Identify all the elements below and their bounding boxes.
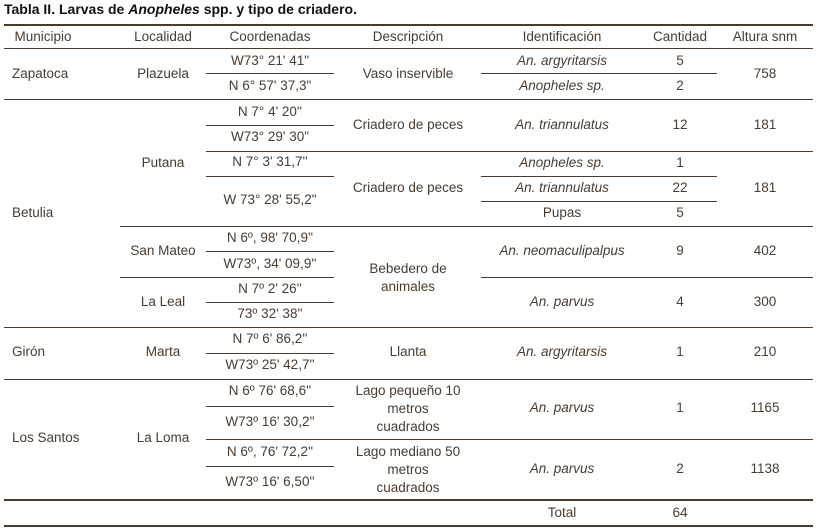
altura-cell: 1138 — [750, 461, 780, 476]
municipio-cell: Betulia — [12, 205, 54, 220]
altura-cell: 181 — [753, 180, 777, 195]
header-localidad: Localidad — [134, 29, 192, 44]
coordinate-cell: W73º 16' 30,2'' — [225, 414, 315, 429]
header-altura: Altura snm — [732, 29, 798, 44]
coordinate-cell: W73° 21' 41" — [230, 53, 310, 68]
municipio-cell: Los Santos — [12, 430, 80, 445]
identificacion-cell: An. parvus — [529, 294, 595, 309]
descripcion-cell: Bebedero de animales — [369, 261, 447, 294]
coordinate-cell: N 7° 3' 31,7'' — [232, 154, 308, 169]
altura-cell: 758 — [753, 66, 777, 81]
rule — [206, 466, 334, 467]
total-label: Total — [547, 505, 577, 520]
rule — [481, 277, 813, 278]
rule — [206, 251, 334, 252]
localidad-cell: La Leal — [140, 294, 186, 309]
identificacion-cell: An. neomaculipalpus — [499, 243, 625, 258]
altura-cell: 210 — [753, 344, 777, 359]
rule — [481, 73, 717, 74]
coordinate-cell: W73º, 34' 09,9'' — [223, 256, 317, 271]
cantidad-cell: 5 — [676, 205, 684, 220]
descripcion-cell: Lago mediano 50 metros cuadrados — [355, 444, 461, 495]
coordinate-cell: W73° 29' 30" — [230, 129, 310, 144]
total-value: 64 — [672, 505, 688, 520]
header-coordenadas: Coordenadas — [229, 29, 311, 44]
cantidad-cell: 2 — [676, 78, 684, 93]
coordinate-cell: W73º 25' 42,7'' — [225, 357, 315, 372]
descripcion-cell: Vaso inservible — [362, 66, 454, 81]
altura-cell: 402 — [753, 243, 777, 258]
coordinate-cell: N 7º 6' 86,2'' — [232, 331, 308, 346]
rule — [206, 73, 334, 74]
identificacion-cell: An. triannulatus — [515, 180, 609, 195]
altura-cell: 1165 — [750, 400, 780, 415]
coordinate-cell: 73º 32' 38'' — [237, 306, 303, 321]
identificacion-cell: Anopheles sp. — [519, 155, 605, 170]
coordinate-cell: N 7º 2' 26'' — [238, 281, 302, 296]
altura-cell: 181 — [753, 117, 777, 132]
cantidad-cell: 5 — [676, 53, 684, 68]
localidad-cell: Marta — [145, 344, 181, 359]
municipio-cell: Girón — [12, 344, 46, 359]
rule — [4, 499, 813, 501]
rule-bottom — [4, 525, 813, 527]
rule — [206, 439, 813, 440]
identificacion-cell: Anopheles sp. — [519, 78, 605, 93]
identificacion-cell: An. parvus — [529, 461, 595, 476]
rule — [481, 176, 717, 177]
localidad-cell: La Loma — [136, 430, 190, 445]
rule — [4, 327, 813, 328]
coordinate-cell: N 6° 57' 37,3" — [228, 78, 312, 93]
municipio-cell: Zapatoca — [12, 66, 69, 81]
cantidad-cell: 1 — [676, 344, 684, 359]
identificacion-cell: Pupas — [542, 205, 582, 220]
coordinate-cell: N 6º, 98' 70,9'' — [226, 230, 314, 245]
coordinate-cell: W 73° 28' 55,2" — [223, 192, 317, 207]
rule — [206, 302, 334, 303]
coordinate-cell: W73º 16' 6,50'' — [225, 474, 315, 489]
rule — [4, 379, 813, 380]
identificacion-cell: An. argyritarsis — [516, 344, 608, 359]
rule — [206, 176, 334, 177]
header-identificacion: Identificación — [522, 29, 602, 44]
descripcion-cell: Llanta — [389, 344, 427, 359]
coordinate-cell: N 6º 76' 68,6'' — [228, 383, 312, 398]
rule — [206, 353, 334, 354]
rule — [481, 201, 717, 202]
coordinate-cell: N 6º, 76' 72,2'' — [226, 444, 314, 459]
altura-cell: 300 — [753, 294, 777, 309]
identificacion-cell: An. argyritarsis — [516, 53, 608, 68]
descripcion-cell: Lago pequeño 10 metros cuadrados — [355, 383, 461, 434]
cantidad-cell: 1 — [676, 400, 684, 415]
localidad-cell: San Mateo — [130, 243, 196, 258]
rule — [120, 226, 813, 227]
cantidad-cell: 4 — [676, 294, 684, 309]
rule — [206, 125, 334, 126]
coordinate-cell: N 7° 4' 20'' — [237, 104, 303, 119]
localidad-cell: Putana — [141, 155, 185, 170]
header-cantidad: Cantidad — [652, 29, 708, 44]
identificacion-cell: An. parvus — [529, 400, 595, 415]
cantidad-cell: 12 — [672, 117, 688, 132]
identificacion-cell: An. triannulatus — [515, 117, 609, 132]
header-municipio: Municipio — [14, 29, 72, 44]
rule — [120, 277, 334, 278]
rule — [206, 406, 334, 407]
rule-top — [4, 24, 813, 26]
cantidad-cell: 9 — [676, 243, 684, 258]
cantidad-cell: 2 — [676, 461, 684, 476]
rule — [206, 151, 813, 152]
descripcion-cell: Criadero de peces — [352, 180, 464, 195]
rule-header — [4, 48, 813, 49]
cantidad-cell: 1 — [676, 155, 684, 170]
descripcion-cell: Criadero de peces — [352, 117, 464, 132]
table-title: Tabla II. Larvas de Anopheles spp. y tipo de criadero. — [4, 1, 357, 17]
localidad-cell: Plazuela — [137, 66, 189, 81]
header-descripcion: Descripción — [372, 29, 444, 44]
cantidad-cell: 22 — [672, 180, 688, 195]
rule — [4, 99, 813, 100]
